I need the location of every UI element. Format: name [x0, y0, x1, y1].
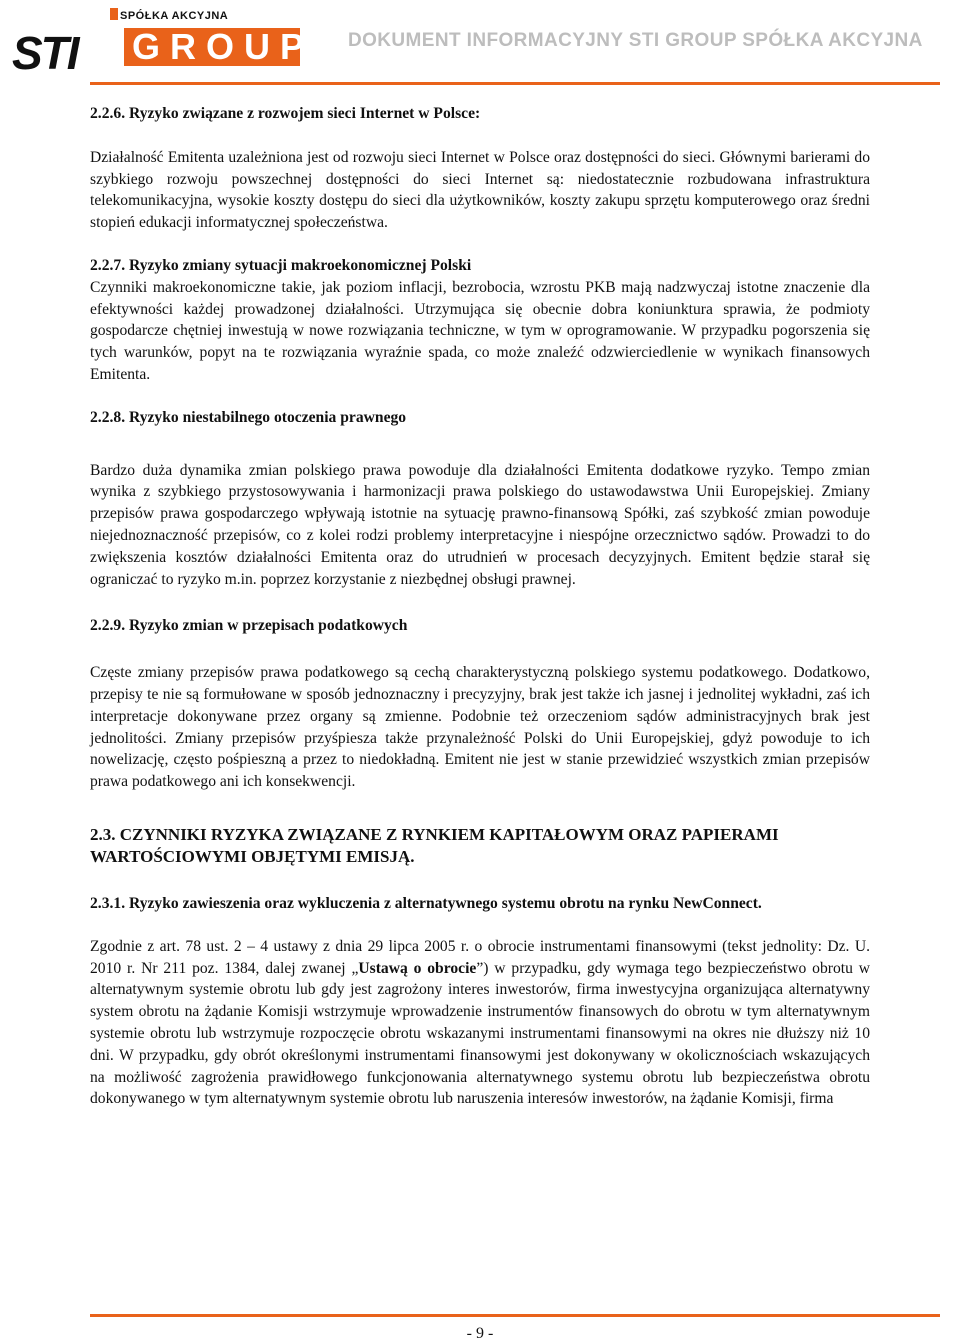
section-body-2-3-1: [90, 936, 870, 1110]
section-body-2-2-9: Częste zmiany przepisów prawa podatkowego są cechą charakterystyczną polskiego systemu podatkowego. Dodatkowo, przepisy te nie są formułowane w sposób jednoznaczny i precyzyjny, brak jest także ich jasnej i jednolitej wykładni, zaś ich interpretacje dokonywane przez organy są zmienne. Podobnie też orzeczeniom sądów administracyjnych brak jest jednolitości. Zmiany przepisów przyśpiesza także przynależność Polski do Unii Europejskiej, gdyż powoduje to ich nowelizację, często pośpieszną a przez to niedokładną. Emitent nie jest w stanie przewidzieć wszystkich zmian przepisów prawa podatkowego ani ich konsekwencji.: [90, 664, 870, 791]
sti-group-logo: [12, 8, 315, 79]
logo-sti-text: STI: [12, 27, 78, 79]
section-heading-2-3-1: 2.3.1. Ryzyko zawieszenia oraz wykluczenia z alternatywnego systemu obrotu na rynku NewConnect.: [90, 894, 762, 912]
body-text-part1: Zgodnie z art. 78 ust. 2 – 4 ustawy z dnia 29 lipca 2005 r. o obrocie instrumentami finansowymi (tekst jednolity: Dz. U. 2010 r. Nr 211 poz. 1384, dalej zwanej „: [90, 937, 870, 977]
header-rule: [90, 82, 940, 85]
section-heading-2-2-8: 2.2.8. Ryzyko niestabilnego otoczenia prawnego: [90, 408, 407, 426]
section-heading-2-2-7: 2.2.7. Ryzyko zmiany sytuacji makroekonomicznej Polski: [90, 256, 472, 274]
section-body-2-2-6: Działalność Emitenta uzależniona jest od rozwoju sieci Internet w Polsce oraz dostępności do sieci. Głównymi barierami do szybkiego rozwoju powszechnej dostępności do sieci Internet są: niedostatecznie rozbudowana infrastruktura telekomunikacyjna, wysokie koszty dostępu do sieci dla użytkowników, koszty zakupu sprzętu komputerowego oraz średni stopień edukacji informatycznej społeczeństwa.: [90, 148, 870, 232]
page-header: [0, 0, 960, 80]
section-body-2-2-8: Bardzo duża dynamika zmian polskiego prawa powoduje dla działalności Emitenta dodatkowe ryzyko. Tempo zmian wynika z szybkiego przystosowywania i harmonizacji prawa polskiego do ustawodawstwa Unii Europejskiej. Zmiany przepisów prawa gospodarczego wpływają istotnie na sytuację prawno-finansową Spółki, zaś szybkość zmian powoduje niejednoznaczność przepisów, co z kolei rodzi problemy interpretacyjne i niespójne orzecznictwo sądów. Prowadzi to do zwiększenia kosztów działalności Emitenta oraz do utrudnień w procesach decyzyjnych. Emitent będzie starał się ograniczać to ryzyko m.in. poprzez korzystanie z niezbędnej obsługi prawnej.: [90, 461, 870, 588]
page-number: - 9 -: [466, 1325, 494, 1342]
section-heading-2-2-9: 2.2.9. Ryzyko zmian w przepisach podatkowych: [90, 617, 408, 635]
section-body-2-2-7: Czynniki makroekonomiczne takie, jak poziom inflacji, bezrobocia, wzrostu PKB mają nadzwyczaj istotne znaczenie dla efektywności każdej prowadzonej działalności. Utrzymująca się obecnie dobra koniunktura sprawia, że podmioty gospodarcze chętniej inwestują w nowe rozwiązania techniczne, w tym w oprogramowanie. W przypadku pogorszenia się tych warunków, popyt na te rozwiązania wyraźnie spada, co może znaleźć odzwierciedlenie w wynikach finansowych Emitenta.: [90, 278, 870, 383]
logo-subtitle: SPÓŁKA AKCYJNA: [120, 10, 229, 22]
section-heading-2-2-6: 2.2.6. Ryzyko związane z rozwojem sieci Internet w Polsce:: [90, 105, 481, 122]
defined-term-ustawa: Ustawą o obrocie: [358, 959, 477, 977]
section-heading-2-3: 2.3. CZYNNIKI RYZYKA ZWIĄZANE Z RYNKIEM KAPITAŁOWYM ORAZ PAPIERAMI WARTOŚCIOWYMI OBJĘTYMI EMISJĄ.: [90, 824, 779, 866]
body-text-part2: ”) w przypadku, gdy wymaga tego bezpieczeństwo obrotu w alternatywnym systemie obrotu lub gdy jest zagrożony interes inwestorów, firma inwestycyjna organizująca alternatywny system obrotu na żądanie Komisji wstrzymuje wprowadzenie instrumentów finansowych do obrotu w tym alternatywnym systemie obrotu lub wstrzymuje rozpoczęcie obrotu wskazanymi instrumentami finansowymi na okres nie dłuższy niż 10 dni. W przypadku, gdy obrót określonymi instrumentami finansowymi jest dokonywany w okolicznościach wskazujących na możliwość zagrożenia prawidłowego funkcjonowania alternatywnego systemu obrotu lub bezpieczeństwa obrotu dokonywanego w tym alternatywnym systemie obrotu lub naruszenia interesów inwestorów, na żądanie Komisji, firma: [90, 959, 870, 1108]
document-body: [90, 103, 870, 1110]
logo-group-text: GROUP: [124, 28, 300, 66]
footer-rule: [90, 1314, 940, 1317]
document-title: DOKUMENT INFORMACYJNY STI GROUP SPÓŁKA AKCYJNA: [348, 30, 923, 51]
logo-badge-mark: [110, 8, 118, 20]
